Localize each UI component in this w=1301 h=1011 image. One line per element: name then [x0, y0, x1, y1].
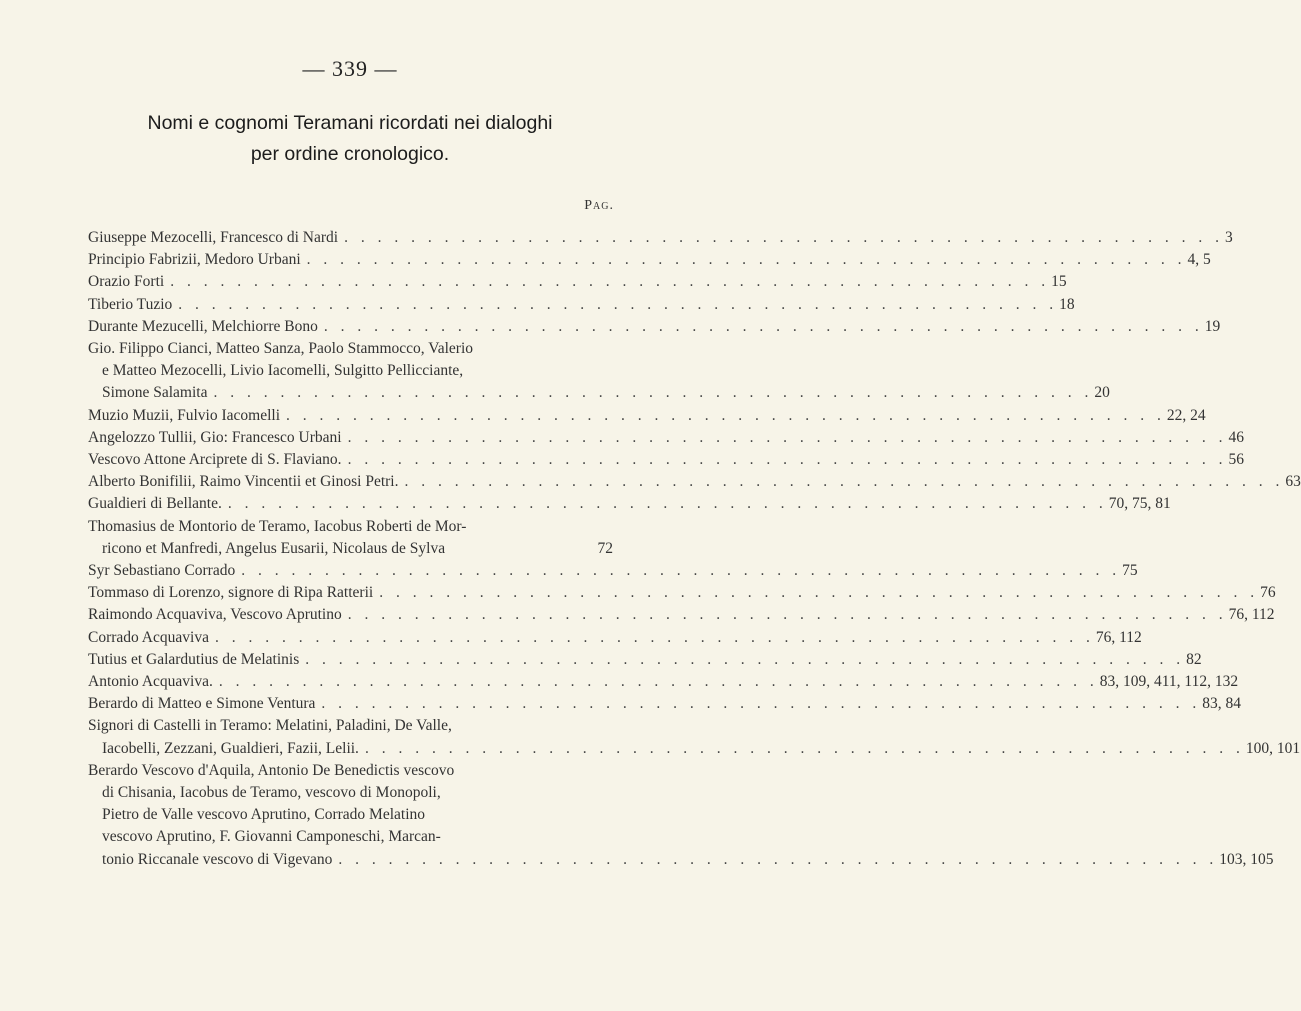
- index-entry: [88, 516, 613, 560]
- index-entry-line: [88, 382, 1110, 404]
- entry-names: Tommaso di Lorenzo, signore di Ripa Ratterii: [88, 584, 374, 602]
- index-entry: [88, 582, 1276, 604]
- index-entry-line: [88, 338, 613, 360]
- entry-names: Syr Sebastiano Corrado: [88, 562, 236, 580]
- index-entry-line: [88, 316, 1221, 338]
- entry-names: Thomasius de Montorio de Teramo, Iacobus Roberti de Mor-: [88, 517, 467, 535]
- entry-names: Orazio Forti: [88, 273, 165, 291]
- index-entry: [88, 227, 1233, 249]
- index-entry: [88, 449, 1244, 471]
- index-entry-line: [88, 249, 1211, 271]
- entry-page-numbers: 76: [1260, 584, 1276, 602]
- index-entry-line: [88, 360, 613, 382]
- index-entry-line: [88, 538, 613, 560]
- index-entry-line: [88, 516, 613, 538]
- entry-names: tonio Riccanale vescovo di Vigevano: [102, 850, 333, 868]
- entry-page-numbers: 63: [1285, 473, 1301, 491]
- dot-leader: [280, 405, 1161, 427]
- entry-names: Signori di Castelli in Teramo: Melatini, Paladini, De Valle,: [88, 717, 452, 735]
- entry-names: Iacobelli, Zezzani, Gualdieri, Fazii, Lelii.: [102, 739, 359, 757]
- index-entry: [88, 649, 1202, 671]
- index-entry-line: [88, 782, 613, 804]
- dot-leader: [332, 849, 1213, 871]
- index-entry-line: [88, 715, 613, 737]
- entry-names: e Matteo Mezocelli, Livio Iacomelli, Sulgitto Pellicciante,: [102, 362, 464, 380]
- index-entry-line: [88, 693, 1242, 715]
- entry-page-numbers: 76, 112: [1095, 628, 1142, 646]
- entry-names: Berardo Vescovo d'Aquila, Antonio De Benedictis vescovo: [88, 761, 455, 779]
- entry-page-numbers: 4, 5: [1187, 251, 1211, 269]
- entry-names: Giuseppe Mezocelli, Francesco di Nardi: [88, 229, 339, 246]
- dot-leader: [301, 249, 1182, 271]
- index-entry-line: [88, 560, 1138, 582]
- page-number: — 339 —: [302, 56, 398, 81]
- index-entry-line: [88, 471, 1301, 493]
- entry-page-numbers: 19: [1204, 317, 1221, 335]
- dot-leader: [373, 582, 1254, 604]
- dot-leader: [342, 449, 1223, 471]
- index-entry: [88, 471, 1301, 493]
- entry-page-numbers: 82: [1186, 650, 1202, 668]
- entry-page-numbers: 18: [1059, 295, 1075, 313]
- title-line-1: Nomi e cognomi Teramani ricordati nei dialoghi: [147, 112, 553, 134]
- entry-names: di Chisania, Iacobus de Teramo, vescovo di Monopoli,: [102, 784, 441, 802]
- entry-names: Durante Mezucelli, Melchiorre Bono: [88, 317, 318, 335]
- index-entry-line: [88, 449, 1244, 471]
- entry-page-numbers: 56: [1228, 451, 1244, 469]
- entry-names: Muzio Muzii, Fulvio Iacomelli: [88, 406, 281, 424]
- entry-page-numbers: 46: [1228, 428, 1244, 446]
- pag-column-header: Pag.: [584, 198, 614, 213]
- dot-leader: [342, 427, 1223, 449]
- index-entry: [88, 693, 1242, 715]
- entry-page-numbers: 20: [1094, 384, 1110, 402]
- entry-names: Pietro de Valle vescovo Aprutino, Corrado Melatino: [102, 806, 426, 824]
- dot-leader: [164, 271, 1045, 293]
- dot-leader: [235, 560, 1116, 582]
- index-entry: [88, 405, 1206, 427]
- title-line-2: per ordine cronologico.: [250, 143, 450, 165]
- entry-names: Raimondo Acquaviva, Vescovo Aprutino: [88, 606, 342, 624]
- entry-names: ricono et Manfredi, Angelus Eusarii, Nicolaus de Sylva: [102, 539, 446, 557]
- index-entry-line: [88, 671, 1239, 693]
- entry-names: Tiberio Tuzio: [88, 295, 173, 313]
- index-entry-line: [88, 582, 1276, 604]
- dot-leader: [207, 382, 1088, 404]
- dot-leader: [209, 627, 1090, 649]
- index-entry-line: [88, 627, 1142, 649]
- dot-leader: [359, 738, 1240, 760]
- dot-leader: [398, 471, 1279, 493]
- index-entry-line: [88, 738, 1301, 760]
- entry-names: vescovo Aprutino, F. Giovanni Camponeschi, Marcan-: [102, 828, 441, 846]
- dot-leader: [342, 604, 1223, 626]
- index-entry: [88, 427, 1244, 449]
- entry-page-numbers: 100, 101: [1245, 739, 1301, 757]
- index-entry-line: [88, 427, 1244, 449]
- index-entry-line: [88, 493, 1171, 515]
- entry-names: Simone Salamita: [102, 384, 208, 402]
- index-entry: [88, 627, 1142, 649]
- dot-leader: [315, 693, 1196, 715]
- entry-page-numbers: 76, 112: [1228, 606, 1275, 624]
- index-entry-line: [88, 760, 613, 782]
- index-entry: [88, 760, 1274, 871]
- entry-names: Principio Fabrizii, Medoro Urbani: [88, 251, 301, 269]
- entry-names: Berardo di Matteo e Simone Ventura: [88, 695, 316, 713]
- entry-names: Gualdieri di Bellante.: [88, 495, 222, 513]
- entry-names: Tutius et Galardutius de Melatinis: [88, 650, 300, 668]
- index-entry: [88, 715, 1301, 759]
- dot-leader: [213, 671, 1094, 693]
- entry-names: Angelozzo Tullii, Gio: Francesco Urbani: [88, 428, 342, 446]
- index-entry: [88, 316, 1221, 338]
- dot-leader: [222, 493, 1103, 515]
- entry-names: Antonio Acquaviva.: [88, 673, 213, 691]
- entry-page-numbers: 83, 84: [1202, 695, 1242, 713]
- index-entry-line: [88, 804, 613, 826]
- index-entry: [88, 338, 1110, 405]
- entry-page-numbers: 22, 24: [1166, 406, 1206, 424]
- index-entry-line: [88, 227, 1233, 249]
- index-entry: [88, 493, 1171, 515]
- index-entry: [88, 294, 1075, 316]
- entry-names: Alberto Bonifilii, Raimo Vincentii et Ginosi Petri.: [88, 473, 399, 491]
- index-entry: [88, 249, 1211, 271]
- entry-page-numbers: 83, 109, 411, 112, 132: [1099, 673, 1239, 691]
- entry-names: Corrado Acquaviva: [88, 628, 209, 646]
- index-entry-line: [88, 405, 1206, 427]
- entry-page-numbers: 70, 75, 81: [1108, 495, 1171, 513]
- entry-page-numbers: 103, 105: [1219, 850, 1274, 868]
- index-entry-line: [88, 849, 1274, 871]
- dot-leader: [172, 294, 1053, 316]
- entry-names: Gio. Filippo Cianci, Matteo Sanza, Paolo Stammocco, Valerio: [88, 340, 474, 358]
- entry-page-numbers: 15: [1051, 273, 1067, 291]
- index-entry-line: [88, 649, 1202, 671]
- index-entry-line: [88, 826, 613, 848]
- dot-leader: [299, 649, 1180, 671]
- index-entry: [88, 671, 1239, 693]
- index-entry: [88, 271, 1067, 293]
- dot-leader: [318, 316, 1199, 338]
- dot-leader: [338, 227, 1219, 249]
- index-entry: [88, 604, 1275, 626]
- index-entry-line: [88, 604, 1275, 626]
- entry-page-numbers: 72: [597, 539, 613, 557]
- entry-page-numbers: 75: [1122, 562, 1138, 580]
- index-entry: [88, 560, 1138, 582]
- entry-page-numbers: 3: [1224, 229, 1233, 246]
- page-title: [60, 108, 640, 170]
- index-entry-line: [88, 271, 1067, 293]
- index-list: [88, 227, 1301, 871]
- index-entry-line: [88, 294, 1075, 316]
- entry-names: Vescovo Attone Arciprete di S. Flaviano.: [88, 451, 342, 469]
